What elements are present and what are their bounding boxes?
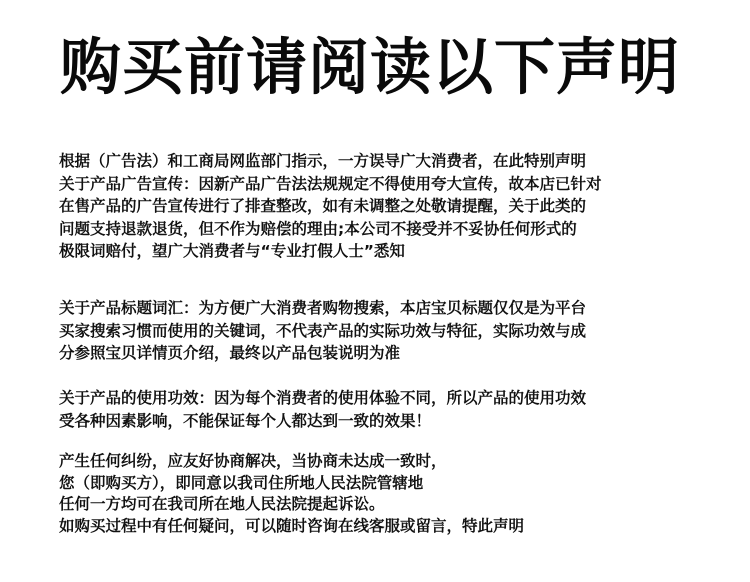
text-line: 关于产品标题词汇：为方便广大消费者购物搜索，本店宝贝标题仅仅是为平台 bbox=[59, 299, 587, 317]
text-line: 关于产品的使用功效：因为每个消费者的使用体验不同，所以产品的使用功效 bbox=[59, 389, 587, 407]
text-line: 根据（广告法）和工商局网监部门指示，一方误导广大消费者，在此特别声明 bbox=[59, 152, 587, 170]
section-title-keywords bbox=[59, 297, 699, 365]
text-line: 您（即购买方），即同意以我司住所地人民法院管辖地 bbox=[59, 473, 424, 492]
section-product-efficacy bbox=[59, 387, 699, 432]
text-line: 买家搜索习惯而使用的关键词，不代表产品的实际功效与特征，实际功效与成 bbox=[59, 321, 587, 340]
text-line: 极限词赔付，望广大消费者与“专业打假人士”悉知 bbox=[59, 242, 405, 261]
text-line: 产生任何纠纷，应友好协商解决，当协商未达成一致时， bbox=[59, 452, 447, 470]
section-dispute-resolution bbox=[59, 451, 699, 537]
text-line: 关于产品广告宣传：因新产品广告法法规规定不得使用夸大宣传，故本店已针对 bbox=[59, 174, 602, 193]
text-line: 在售产品的广告宣传进行了排查整改，如有未调整之处敬请提醒，关于此类的 bbox=[59, 197, 587, 216]
section-advertising-law bbox=[59, 150, 699, 263]
page-title: 购买前请阅读以下声明 bbox=[60, 32, 681, 103]
text-line: 受各种因素影响，不能保证每个人都达到一致的效果！ bbox=[59, 411, 432, 430]
text-line: 分参照宝贝详情页介绍，最终以产品包装说明为准 bbox=[59, 344, 401, 363]
text-line: 任何一方均可在我司所在地人民法院提起诉讼。 bbox=[59, 495, 385, 514]
text-line: 如购买过程中有任何疑问，可以随时咨询在线客服或留言，特此声明 bbox=[59, 516, 525, 535]
text-line: 问题支持退款退货，但不作为赔偿的理由;本公司不接受并不妥协任何形式的 bbox=[59, 219, 577, 238]
